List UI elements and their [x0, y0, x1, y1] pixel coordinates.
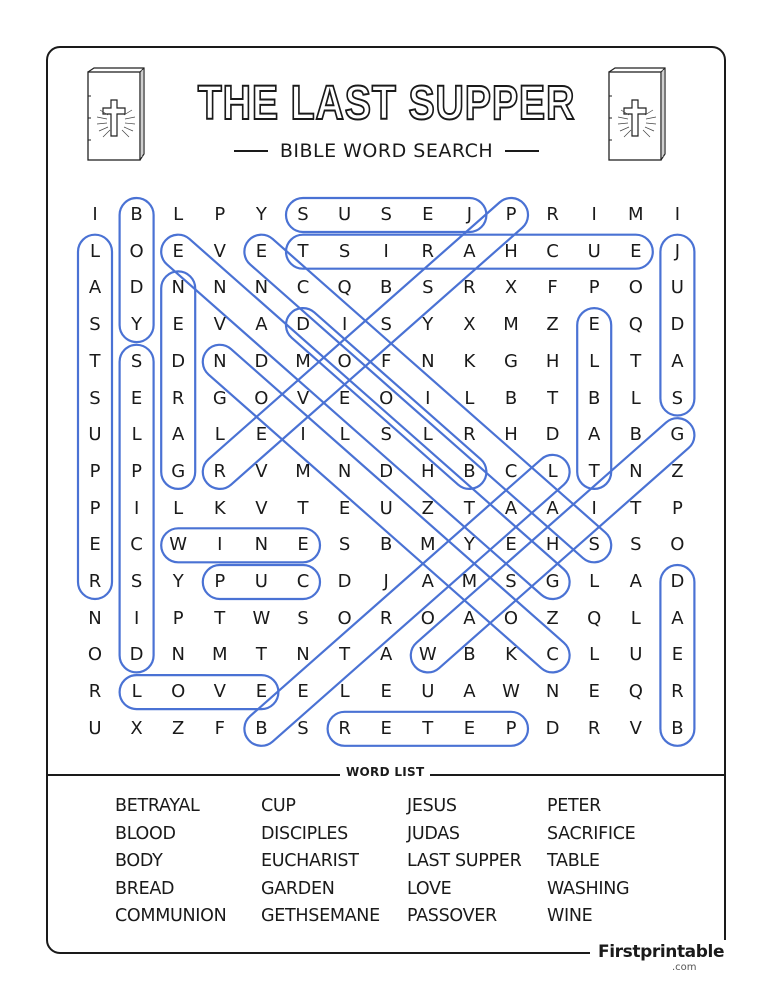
grid-cell[interactable]: B [255, 717, 268, 739]
grid-cell[interactable]: S [89, 314, 101, 336]
grid-cell[interactable]: L [89, 240, 101, 262]
word-list-item: EUCHARIST [261, 851, 359, 871]
grid-cell[interactable]: H [545, 350, 560, 372]
grid-cell[interactable]: P [89, 497, 101, 519]
word-list-item: BETRAYAL [115, 796, 200, 816]
grid-cell[interactable]: C [504, 460, 518, 482]
grid-cell[interactable]: T [630, 350, 642, 372]
grid-cell[interactable]: O [254, 387, 269, 409]
grid-cell[interactable]: D [337, 571, 352, 592]
grid-cell[interactable]: O [87, 644, 103, 666]
grid-cell[interactable]: V [255, 460, 268, 482]
word-list-item: COMMUNION [115, 906, 227, 926]
grid-cell[interactable]: Y [422, 314, 434, 336]
grid-cell[interactable]: S [671, 387, 684, 409]
grid-cell[interactable]: B [380, 534, 393, 556]
grid-cell[interactable]: E [380, 681, 392, 703]
grid-cell[interactable]: P [588, 277, 600, 299]
grid-cell[interactable]: L [630, 607, 641, 629]
grid-cell[interactable]: U [670, 277, 684, 299]
grid-cell[interactable]: E [338, 387, 351, 409]
grid-cell[interactable]: N [213, 350, 227, 372]
grid-cell[interactable]: I [425, 387, 431, 409]
grid-cell[interactable]: J [466, 204, 473, 225]
grid-cell[interactable]: K [213, 497, 226, 519]
grid-cell[interactable]: M [503, 314, 519, 336]
grid-cell[interactable]: O [420, 607, 435, 629]
grid-cell[interactable]: V [213, 314, 226, 336]
grid-cell[interactable]: R [587, 717, 601, 739]
grid-cell[interactable]: E [255, 240, 268, 262]
grid-cell[interactable]: U [254, 571, 268, 592]
word-list [115, 796, 687, 934]
grid-cell[interactable]: A [463, 240, 476, 262]
grid-cell[interactable]: E [89, 534, 101, 556]
grid-cell[interactable]: T [297, 497, 309, 519]
grid-cell[interactable]: B [463, 460, 476, 482]
grid-cell[interactable]: P [505, 204, 517, 225]
word-list-item: LAST SUPPER [407, 851, 522, 871]
grid-cell[interactable]: L [131, 424, 142, 446]
grid-cell[interactable]: L [464, 387, 475, 409]
grid-cell[interactable]: S [380, 424, 392, 446]
grid-cell[interactable]: C [130, 534, 143, 556]
grid-cell[interactable]: A [88, 277, 102, 299]
grid-cell[interactable]: C [546, 240, 559, 262]
grid-cell[interactable]: L [214, 424, 225, 446]
grid-cell[interactable]: D [379, 460, 394, 482]
grid-cell[interactable]: R [421, 240, 435, 262]
grid-cell[interactable]: W [169, 534, 188, 556]
grid-cell[interactable]: E [130, 387, 143, 409]
grid-cell[interactable]: B [629, 424, 642, 446]
word-list-item: GETHSEMANE [261, 906, 380, 926]
grid-cell[interactable]: Q [628, 314, 643, 336]
grid-cell[interactable]: S [338, 534, 351, 556]
grid-cell[interactable]: V [255, 497, 268, 519]
page-subtitle: BIBLE WORD SEARCH [279, 140, 494, 162]
grid-cell[interactable]: O [337, 350, 352, 372]
grid-cell[interactable]: U [379, 497, 393, 519]
word-list-item: WINE [547, 906, 593, 926]
grid-cell[interactable]: E [338, 497, 351, 519]
word-list-item: CUP [261, 796, 296, 816]
grid-cell[interactable]: Y [255, 204, 267, 225]
grid-cell[interactable]: D [171, 350, 186, 372]
grid-cell[interactable]: S [422, 277, 434, 299]
grid-cell[interactable]: S [380, 204, 392, 225]
grid-cell[interactable]: A [546, 497, 559, 519]
grid-cell[interactable]: N [296, 644, 310, 666]
grid-cell[interactable]: U [629, 644, 643, 666]
grid-cell[interactable]: H [504, 240, 518, 262]
grid-cell[interactable]: A [421, 571, 434, 592]
word-list-item: SACRIFICE [547, 823, 636, 844]
grid-cell[interactable]: A [463, 681, 476, 703]
grid-cell[interactable]: L [589, 571, 600, 592]
word-list-item: LOVE [407, 878, 452, 899]
grid-cell[interactable]: L [173, 204, 184, 225]
grid-cell[interactable]: A [671, 607, 684, 629]
grid-cell[interactable]: N [171, 644, 185, 666]
grid-cell[interactable]: I [133, 497, 140, 519]
grid-cell[interactable]: N [213, 277, 227, 299]
grid-cell[interactable]: L [589, 644, 600, 666]
page-title: THE LAST SUPPER [197, 77, 576, 130]
grid-cell[interactable]: E [255, 424, 268, 446]
grid-cell[interactable]: P [505, 717, 517, 739]
grid-cell[interactable]: R [463, 424, 476, 446]
grid-cell[interactable]: A [463, 607, 476, 629]
grid-cell[interactable]: D [254, 350, 269, 372]
grid-cell[interactable]: A [671, 350, 684, 372]
grid-cell[interactable]: A [172, 424, 185, 446]
grid-cell[interactable]: E [505, 534, 517, 556]
grid-cell[interactable]: F [381, 350, 392, 372]
grid-cell[interactable]: A [380, 644, 393, 666]
grid-cell[interactable]: C [296, 277, 310, 299]
grid-cell[interactable]: T [255, 644, 267, 666]
grid-cell[interactable]: E [588, 681, 600, 703]
grid-cell[interactable]: R [379, 607, 393, 629]
subtitle-row [200, 140, 573, 162]
grid-cell[interactable]: Q [337, 277, 352, 299]
grid-cell[interactable]: R [171, 387, 185, 409]
grid-cell[interactable]: C [296, 571, 310, 592]
word-list-item: GARDEN [261, 878, 335, 899]
grid-cell[interactable]: O [129, 240, 144, 262]
grid-cell[interactable]: D [129, 644, 144, 666]
bible-cross-icon [85, 66, 147, 164]
grid-cell[interactable]: N [254, 277, 269, 299]
grid-cell[interactable]: A [504, 497, 518, 519]
bible-cross-icon [606, 66, 668, 164]
brand-suffix: .com [672, 962, 697, 973]
word-list-item: DISCIPLES [261, 823, 348, 844]
grid-cell[interactable]: Z [546, 314, 559, 336]
grid-cell[interactable]: W [502, 681, 520, 703]
grid-cell[interactable]: E [255, 681, 268, 703]
grid-cell[interactable]: L [589, 350, 600, 372]
grid-cell[interactable]: Z [421, 497, 434, 519]
word-list-item: PETER [547, 796, 602, 816]
grid-cell[interactable]: E [422, 204, 434, 225]
grid-cell[interactable]: S [297, 717, 309, 739]
grid-cell[interactable]: B [463, 644, 476, 666]
word-list-item: BREAD [115, 878, 175, 899]
grid-cell[interactable]: I [217, 534, 223, 556]
grid-cell[interactable]: A [588, 424, 601, 446]
grid-cell[interactable]: U [88, 424, 102, 446]
grid-cell[interactable]: T [89, 350, 101, 372]
grid-cell[interactable]: S [89, 387, 101, 409]
grid-cell[interactable]: L [339, 424, 350, 446]
grid-cell[interactable]: T [588, 460, 600, 482]
grid-cell[interactable]: I [591, 497, 597, 519]
grid-cell[interactable]: D [670, 314, 685, 336]
grid-cell[interactable]: U [587, 240, 601, 262]
word-list-item: BLOOD [115, 823, 176, 844]
grid-cell[interactable]: E [630, 240, 642, 262]
grid-cell[interactable]: P [214, 571, 226, 592]
grid-cell[interactable]: G [504, 350, 518, 372]
grid-cell[interactable]: S [630, 534, 642, 556]
grid-cell[interactable]: N [88, 607, 102, 629]
grid-cell[interactable]: M [295, 460, 311, 482]
grid-cell[interactable]: O [171, 681, 186, 703]
grid-cell[interactable]: Z [546, 607, 559, 629]
grid-cell[interactable]: M [628, 204, 644, 225]
grid-cell[interactable]: B [380, 277, 393, 299]
grid-cell[interactable]: Y [463, 534, 475, 556]
grid-cell[interactable]: N [421, 350, 435, 372]
grid-cell[interactable]: D [545, 717, 560, 739]
grid-cell[interactable]: Z [172, 717, 185, 739]
grid-cell[interactable]: A [629, 571, 642, 592]
grid-cell[interactable]: T [214, 607, 226, 629]
grid-cell[interactable]: T [339, 644, 351, 666]
grid-cell[interactable]: D [545, 424, 560, 446]
grid-cell[interactable]: X [504, 277, 518, 299]
grid-cell[interactable]: I [92, 204, 98, 225]
grid-cell[interactable]: V [213, 681, 226, 703]
grid-cell[interactable]: E [172, 240, 184, 262]
grid-cell[interactable]: P [131, 460, 143, 482]
grid-cell[interactable]: V [296, 387, 310, 409]
grid-cell[interactable]: G [545, 571, 560, 592]
grid-cell[interactable]: G [212, 387, 227, 409]
grid-cell[interactable]: D [670, 571, 685, 592]
grid-cell[interactable]: R [88, 571, 102, 592]
grid-cell[interactable]: R [463, 277, 476, 299]
grid-cell[interactable]: V [213, 240, 226, 262]
grid-cell[interactable]: H [545, 534, 560, 556]
grid-cell[interactable]: N [171, 277, 185, 299]
grid-cell[interactable]: E [297, 681, 309, 703]
grid-cell[interactable]: L [131, 681, 142, 703]
grid-cell[interactable]: T [547, 387, 559, 409]
grid-cell[interactable]: Q [628, 681, 643, 703]
grid-cell[interactable]: T [630, 497, 642, 519]
grid-cell[interactable]: K [463, 350, 476, 372]
grid-cell[interactable]: S [588, 534, 600, 556]
grid-cell[interactable]: Y [172, 571, 184, 592]
grid-cell[interactable]: U [88, 717, 102, 739]
grid-cell[interactable]: R [213, 460, 227, 482]
grid-cell[interactable]: S [338, 240, 351, 262]
grid-cell[interactable]: T [422, 717, 434, 739]
grid-cell[interactable]: C [546, 644, 559, 666]
word-list-item: JESUS [407, 796, 457, 816]
grid-cell[interactable]: K [505, 644, 517, 666]
grid-cell[interactable]: U [338, 204, 352, 225]
grid-cell[interactable]: N [254, 534, 269, 556]
grid-cell[interactable]: S [297, 204, 309, 225]
grid-cell[interactable]: E [463, 717, 476, 739]
grid-cell[interactable]: L [547, 460, 558, 482]
subtitle-dash-right [505, 150, 539, 152]
grid-cell[interactable]: A [255, 314, 268, 336]
grid-cell[interactable]: U [421, 681, 435, 703]
grid-cell[interactable]: J [674, 240, 681, 262]
grid-cell[interactable]: W [252, 607, 271, 629]
grid-cell[interactable]: R [671, 681, 684, 703]
grid-cell[interactable]: X [463, 314, 476, 336]
word-list-item: WASHING [547, 878, 630, 899]
grid-cell[interactable]: O [503, 607, 519, 629]
grid-cell[interactable]: L [173, 497, 184, 519]
grid-cell[interactable]: X [130, 717, 143, 739]
grid-cell[interactable]: R [338, 717, 351, 739]
grid-cell[interactable]: R [546, 204, 559, 225]
grid-cell[interactable]: S [130, 350, 143, 372]
grid-cell[interactable]: Q [587, 607, 602, 629]
grid-cell[interactable]: T [463, 497, 475, 519]
grid-cell[interactable]: D [129, 277, 144, 299]
grid-cell[interactable]: S [505, 571, 517, 592]
grid-cell[interactable]: I [341, 314, 348, 336]
grid-cell[interactable]: S [380, 314, 392, 336]
grid-cell[interactable]: E [380, 717, 392, 739]
grid-cell[interactable]: E [297, 534, 309, 556]
grid-cell[interactable]: O [628, 277, 643, 299]
grid-cell[interactable]: M [295, 350, 311, 372]
grid-cell[interactable]: N [337, 460, 352, 482]
grid-cell[interactable]: F [214, 717, 225, 739]
grid-cell[interactable]: N [545, 681, 560, 703]
grid-cell[interactable]: Z [671, 460, 684, 482]
grid-cell[interactable]: S [297, 607, 309, 629]
word-list-item: TABLE [547, 851, 600, 871]
brand-logo: Firstprintable [598, 942, 725, 962]
grid-cell[interactable]: R [88, 681, 102, 703]
grid-cell[interactable]: G [171, 460, 186, 482]
grid-cell[interactable]: M [420, 534, 436, 556]
grid-cell[interactable]: O [379, 387, 394, 409]
word-list-item: JUDAS [407, 823, 460, 844]
grid-cell[interactable]: N [629, 460, 643, 482]
grid-cell[interactable]: L [422, 424, 433, 446]
grid-cell[interactable]: I [133, 607, 140, 629]
grid-cell[interactable]: I [674, 204, 681, 225]
grid-cell[interactable]: E [172, 314, 184, 336]
grid-cell[interactable]: I [591, 204, 597, 225]
grid-cell[interactable]: P [172, 607, 184, 629]
grid-cell[interactable]: M [461, 571, 478, 592]
grid-cell[interactable]: H [421, 460, 435, 482]
grid-cell[interactable]: P [214, 204, 226, 225]
word-list-label: WORD LIST [340, 765, 430, 779]
grid-cell[interactable]: S [130, 571, 143, 592]
grid-cell[interactable]: G [670, 424, 685, 446]
grid-cell[interactable]: L [630, 387, 641, 409]
grid-cell[interactable]: V [629, 717, 642, 739]
grid-cell[interactable]: I [300, 424, 306, 446]
grid-cell[interactable]: L [339, 681, 350, 703]
grid-cell[interactable]: P [89, 460, 101, 482]
grid-cell[interactable]: O [670, 534, 685, 556]
grid-cell[interactable]: Y [131, 314, 143, 336]
word-list-item: PASSOVER [407, 906, 497, 926]
grid-cell[interactable]: F [547, 277, 558, 299]
word-list-item: BODY [115, 851, 163, 871]
grid-cell[interactable]: B [671, 717, 684, 739]
grid-cell[interactable]: I [383, 240, 389, 262]
grid-cell[interactable]: B [588, 387, 601, 409]
grid-cell[interactable]: T [297, 240, 309, 262]
grid-cell[interactable]: B [130, 204, 143, 225]
grid-cell[interactable]: J [383, 571, 389, 592]
grid-cell[interactable]: M [212, 644, 228, 666]
grid-cell[interactable]: W [418, 644, 437, 666]
grid-cell[interactable]: E [671, 644, 684, 666]
subtitle-dash-left [234, 150, 268, 152]
grid-cell[interactable]: E [588, 314, 600, 336]
grid-cell[interactable]: D [296, 314, 310, 336]
grid-cell[interactable]: B [504, 387, 518, 409]
grid-cell[interactable]: H [504, 424, 518, 446]
grid-cell[interactable]: O [337, 607, 352, 629]
grid-cell[interactable]: P [671, 497, 683, 519]
